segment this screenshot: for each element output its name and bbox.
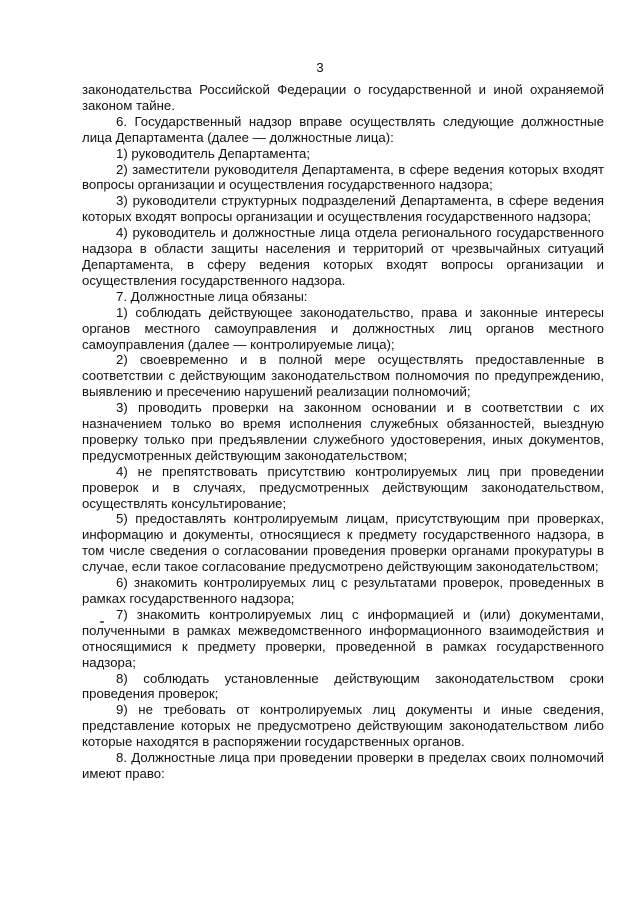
list-item-7-9: 9) не требовать от контролируемых лиц документы и иные сведения, представление которых не предусмотрено действующим законодательством либо которые находятся в распоряжении государственных органов. (82, 702, 604, 750)
list-item-6-1: 1) руководитель Департамента; (116, 145, 310, 161)
list-item-7-5: 5) предоставлять контролируемым лицам, присутствующим при проверках, информацию и документы, относящиеся к предмету государственного надзора, в том числе сведения о согласовании проведения проверки органами прокуратуры в случае, если такое согласование предусмотрено действующим законодательством; (82, 511, 604, 575)
paragraph-section-8: 8. Должностные лица при проведении проверки в пределах своих полномочий имеют право: (82, 750, 604, 781)
paragraph-section-7: 7. Должностные лица обязаны: (116, 288, 308, 304)
scan-speck (100, 621, 104, 623)
paragraph-continuation: законодательства Российской Федерации о государственной и иной охраняемой законом тайне. (82, 82, 604, 113)
list-item-6-4: 4) руководитель и должностные лица отдела регионального государственного надзора в области защиты населения и территорий от чрезвычайных ситуаций Департамента, в сферу ведения которых входят вопросы организации и осуществления государственного надзора. (82, 225, 604, 288)
paragraph-section-6: 6. Государственный надзор вправе осуществлять следующие должностные лица Департамента (далее — должностные лица): (82, 113, 604, 145)
list-item-6-3: 3) руководители структурных подразделений Департамента, в сфере ведения которых входят вопросы организации и осуществления государственного надзора; (82, 193, 604, 225)
list-item-7-6: 6) знакомить контролируемых лиц с результатами проверок, проведенных в рамках государственного надзора; (82, 575, 604, 606)
list-item-7-2: 2) своевременно и в полной мере осуществлять предоставленные в соответствии с действующим законодательством полномочия по предупреждению, выявлению и пресечению нарушений реализации полномочий; (82, 352, 604, 400)
page-number: 3 (316, 60, 324, 75)
list-item-7-1: 1) соблюдать действующее законодательство, права и законные интересы органов местного самоуправления и должностных лиц органов местного самоуправления (далее — контролируемые лица); (82, 304, 604, 352)
list-item-7-3: 3) проводить проверки на законном основании и в соответствии с их назначением только во время исполнения служебных обязанностей, выездную проверку только при предъявлении служебного удостоверения, иных документов, предусмотренных действующим законодательством; (82, 400, 604, 463)
list-item-7-8: 8) соблюдать установленные действующим законодательством сроки проведения проверок; (82, 670, 604, 702)
list-item-7-7: 7) знакомить контролируемых лиц с информацией и (или) документами, полученными в рамках межведомственного информационного взаимодействия и относящимися к предмету проверки, проведенной в рамках государственного надзора; (82, 606, 604, 670)
list-item-7-4: 4) не препятствовать присутствию контролируемых лиц при проведении проверок и в случаях, предусмотренных действующим законодательством, осуществлять консультирование; (82, 463, 604, 511)
document-body (82, 82, 604, 782)
list-item-6-2: 2) заместители руководителя Департамента, в сфере ведения которых входят вопросы организации и осуществления государственного надзора; (82, 161, 604, 193)
